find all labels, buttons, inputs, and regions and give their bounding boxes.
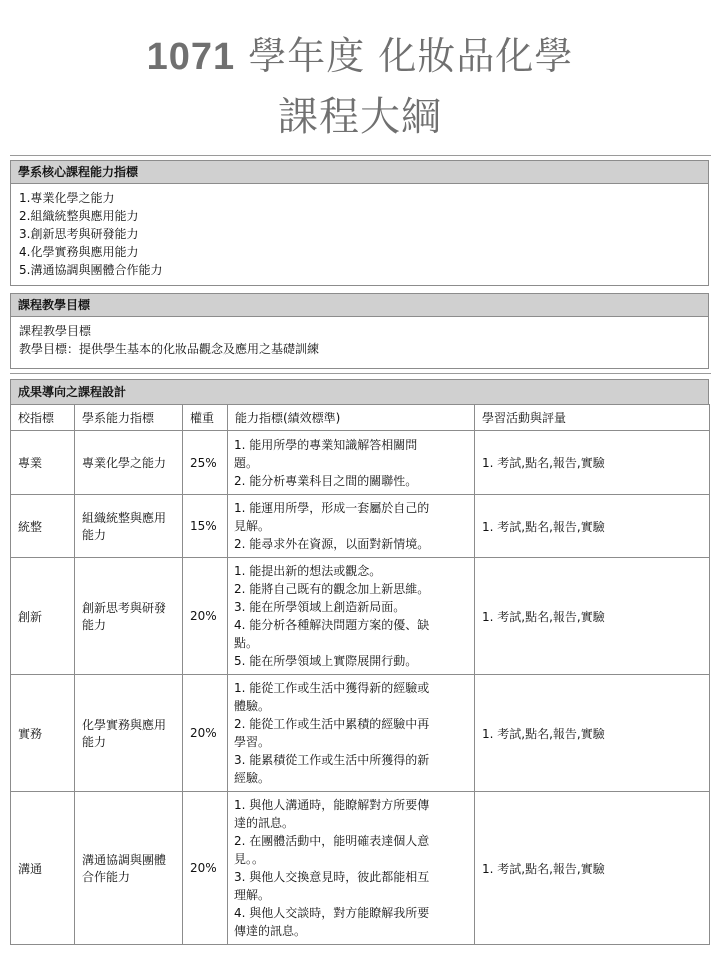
criteria-line: 1. 能提出新的想法或觀念。: [234, 564, 382, 578]
weight: 20%: [183, 558, 228, 675]
criteria-line: 2. 能從工作或生活中累積的經驗中再: [234, 717, 430, 731]
criteria-line: 4. 與他人交談時，對方能瞭解我所要: [234, 906, 430, 920]
ability-criteria: [228, 431, 475, 495]
criteria-line: 1. 能運用所學，形成一套屬於自己的: [234, 501, 430, 515]
course-name: 學年度 化妝品化學: [248, 34, 574, 78]
criteria-line: 3. 能累積從工作或生活中所獲得的新: [234, 753, 430, 767]
criteria-line: 2. 在團體活動中，能明確表達個人意: [234, 834, 430, 848]
dept-indicator: 創新思考與研發能力: [75, 558, 183, 675]
table-row: [11, 431, 710, 495]
criteria-line: 點。: [234, 636, 259, 650]
ability-criteria: [228, 495, 475, 558]
table-row: [11, 558, 710, 675]
criteria-line: 3. 能在所學領域上創造新局面。: [234, 600, 406, 614]
school-indicator: 溝通: [11, 792, 75, 945]
ability-criteria: [228, 792, 475, 945]
weight: 20%: [183, 792, 228, 945]
learning-activity: 1. 考試,點名,報告,實驗: [475, 431, 710, 495]
core-item: 3.創新思考與研發能力: [19, 227, 139, 241]
table-row: [11, 495, 710, 558]
ability-criteria: [228, 558, 475, 675]
criteria-line: 經驗。: [234, 771, 271, 785]
dept-indicator: 組織統整與應用能力: [75, 495, 183, 558]
school-indicator: 專業: [11, 431, 75, 495]
criteria-line: 學習。: [234, 735, 271, 749]
goals-line: 教學目標：提供學生基本的化妝品觀念及應用之基礎訓練: [19, 342, 320, 356]
criteria-line: 1. 能用所學的專業知識解答相關問: [234, 437, 418, 452]
weight: 25%: [183, 431, 228, 495]
column-header: 學系能力指標: [75, 405, 183, 431]
dept-indicator: 化學實務與應用能力: [75, 675, 183, 792]
page-title-line2: 課程大綱: [278, 94, 442, 140]
learning-activity: 1. 考試,點名,報告,實驗: [475, 675, 710, 792]
criteria-line: 2. 能尋求外在資源，以面對新情境。: [234, 537, 430, 551]
core-item: 5.溝通協調與團體合作能力: [19, 263, 163, 277]
criteria-line: 5. 能在所學領域上實際展開行動。: [234, 654, 418, 668]
criteria-line: 1. 能從工作或生活中獲得新的經驗或: [234, 681, 430, 695]
dept-indicator: 專業化學之能力: [75, 431, 183, 495]
criteria-line: 見解。: [234, 519, 271, 533]
design-table: [10, 404, 710, 945]
core-item: 2.組織統整與應用能力: [19, 209, 139, 223]
table-row: [11, 792, 710, 945]
school-indicator: 統整: [11, 495, 75, 558]
table-row: [11, 675, 710, 792]
core-list: [10, 184, 709, 286]
weight: 15%: [183, 495, 228, 558]
learning-activity: 1. 考試,點名,報告,實驗: [475, 792, 710, 945]
column-header: 能力指標(績效標準): [228, 405, 475, 431]
table-header-row: [11, 405, 710, 431]
criteria-line: 2. 能將自己既有的觀念加上新思維。: [234, 582, 430, 596]
column-header: 學習活動與評量: [475, 405, 710, 431]
dept-indicator: 溝通協調與團體合作能力: [75, 792, 183, 945]
weight: 20%: [183, 675, 228, 792]
goals-heading: 課程教學目標: [10, 293, 709, 317]
criteria-line: 4. 能分析各種解決問題方案的優、缺: [234, 618, 430, 632]
divider: [10, 373, 711, 374]
school-indicator: 實務: [11, 675, 75, 792]
ability-criteria: [228, 675, 475, 792]
learning-activity: 1. 考試,點名,報告,實驗: [475, 495, 710, 558]
column-header: 校指標: [11, 405, 75, 431]
criteria-line: 理解。: [234, 888, 271, 902]
core-item: 4.化學實務與應用能力: [19, 245, 139, 259]
criteria-line: 題。: [234, 455, 259, 470]
column-header: 權重: [183, 405, 228, 431]
goals-body: [10, 317, 709, 369]
school-indicator: 創新: [11, 558, 75, 675]
divider: [10, 155, 711, 156]
criteria-line: 達的訊息。: [234, 816, 295, 830]
page-title-line1: [0, 34, 720, 78]
criteria-line: 體驗。: [234, 699, 271, 713]
academic-year: 1071: [146, 36, 236, 78]
core-item: 1.專業化學之能力: [19, 191, 115, 205]
goals-line: 課程教學目標: [19, 324, 92, 338]
design-heading: 成果導向之課程設計: [10, 379, 709, 405]
criteria-line: 傳達的訊息。: [234, 924, 307, 938]
criteria-line: 見。。: [234, 852, 265, 866]
criteria-line: 3. 與他人交換意見時，彼此都能相互: [234, 870, 430, 884]
learning-activity: 1. 考試,點名,報告,實驗: [475, 558, 710, 675]
criteria-line: 1. 與他人溝通時，能瞭解對方所要傳: [234, 798, 430, 812]
criteria-line: 2. 能分析專業科目之間的關聯性。: [234, 473, 418, 488]
core-heading: 學系核心課程能力指標: [10, 160, 709, 184]
